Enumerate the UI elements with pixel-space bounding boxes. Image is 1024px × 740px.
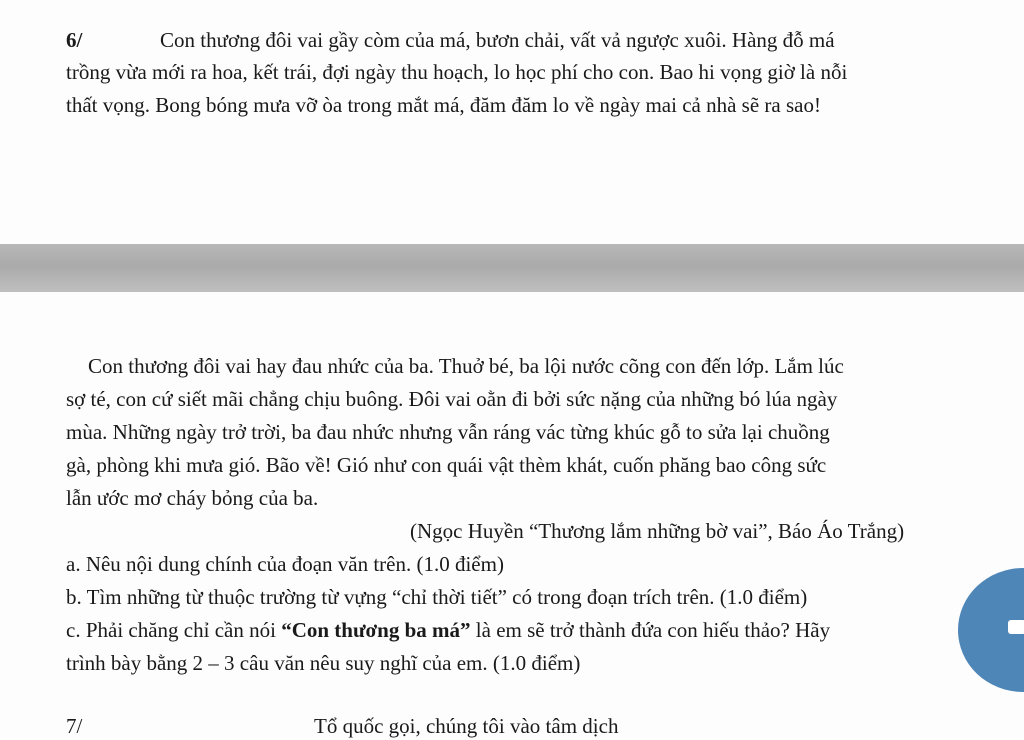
question-b: b. Tìm những từ thuộc trường từ vựng “chỉ thời tiết” có trong đoạn trích trên. (1.0 điểm)	[66, 585, 808, 609]
passage-line-3: mùa. Những ngày trở trời, ba đau nhức nhưng vẫn ráng vác từng khúc gỗ to sửa lại chuồng	[66, 420, 830, 444]
question-c-suffix: là em sẽ trở thành đứa con hiếu thảo? Hãy	[470, 618, 831, 642]
q6-line-2: trồng vừa mới ra hoa, kết trái, đợi ngày thu hoạch, lo học phí cho con. Bao hi vọng giờ là nỗi	[66, 60, 848, 84]
q6-line-3: thất vọng. Bong bóng mưa vỡ òa trong mắt má, đăm đăm lo về ngày mai cả nhà sẽ ra sao!	[66, 93, 821, 117]
square-icon	[1008, 620, 1024, 634]
passage-line-4: gà, phòng khi mưa gió. Bão về! Gió như con quái vật thèm khát, cuốn phăng bao công sức	[66, 453, 827, 477]
question-6-number: 6/	[66, 28, 83, 52]
passage-line-2: sợ té, con cứ siết mãi chẳng chịu buông. Đôi vai oằn đi bởi sức nặng của những bó lúa ngày	[66, 387, 838, 411]
passage-source-citation: (Ngọc Huyền “Thương lắm những bờ vai”, Báo Áo Trắng)	[410, 519, 905, 543]
question-c-quote: “Con thương ba má”	[281, 618, 471, 642]
page-gap-divider	[0, 244, 1024, 292]
question-c-line-2: trình bày bằng 2 – 3 câu văn nêu suy nghĩ của em. (1.0 điểm)	[66, 651, 581, 675]
question-7-number: 7/	[66, 714, 83, 738]
question-c-line-1	[66, 616, 830, 644]
question-7-title: Tổ quốc gọi, chúng tôi vào tâm dịch	[314, 714, 619, 738]
passage-line-5: lẫn ước mơ cháy bỏng của ba.	[66, 486, 319, 510]
question-c-prefix: c. Phải chăng chỉ cần nói	[66, 618, 282, 642]
question-a: a. Nêu nội dung chính của đoạn văn trên. (1.0 điểm)	[66, 552, 504, 576]
passage-line-1: Con thương đôi vai hay đau nhức của ba. Thuở bé, ba lội nước cõng con đến lớp. Lắm lúc	[88, 354, 844, 378]
q6-line-1: Con thương đôi vai gầy còm của má, bươn chải, vất vả ngược xuôi. Hàng đỗ má	[160, 28, 835, 52]
